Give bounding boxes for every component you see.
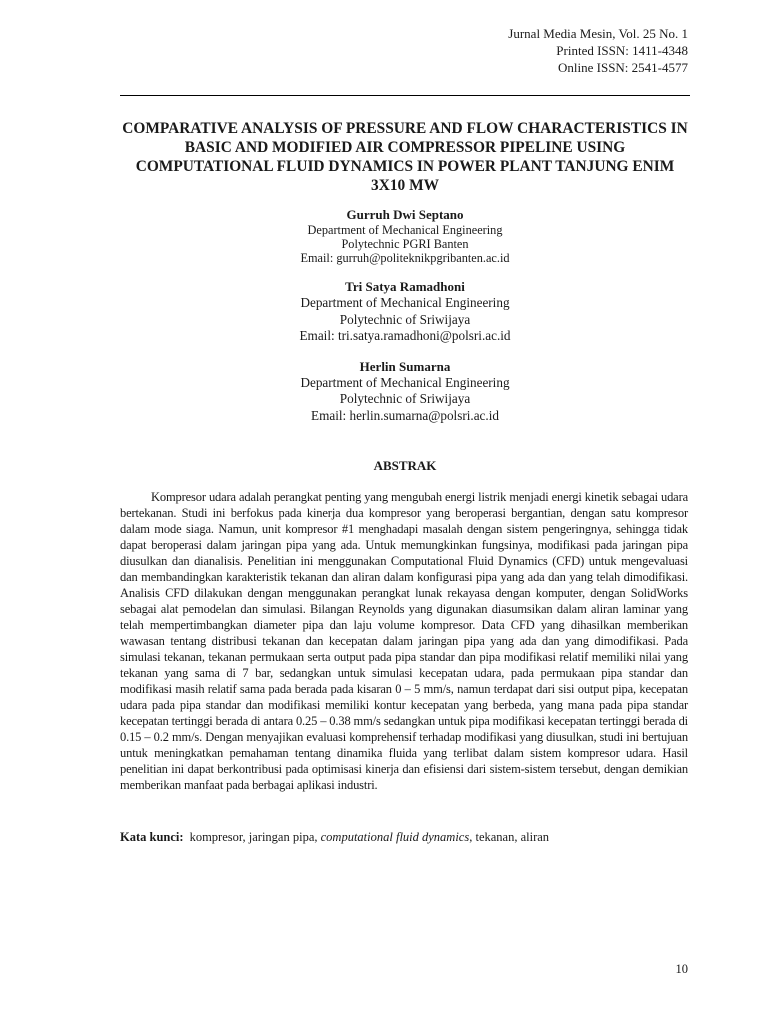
author-department: Department of Mechanical Engineering (300, 374, 510, 390)
online-issn: Online ISSN: 2541-4577 (558, 60, 688, 75)
author-name: Herlin Sumarna (359, 358, 451, 374)
keywords-label: Kata kunci: (120, 830, 184, 844)
keywords (120, 829, 690, 845)
printed-issn: Printed ISSN: 1411-4348 (556, 43, 688, 58)
author-email: Email: gurruh@politeknikpgribanten.ac.id (300, 251, 510, 265)
paper-title: COMPARATIVE ANALYSIS OF PRESSURE AND FLOW CHARACTERISTICS IN BASIC AND MODIFIED AIR COMPRESSOR PIPELINE USING COMPUTATIONAL FLUID DYNAMICS IN POWER PLANT TANJUNG ENIM 3X10 MW (122, 120, 688, 194)
page-number: 10 (675, 962, 688, 976)
author-institution: Polytechnic of Sriwijaya (339, 311, 471, 327)
author-email: Email: herlin.sumarna@polsri.ac.id (311, 407, 499, 423)
author-block (120, 278, 690, 345)
author-name: Gurruh Dwi Septano (346, 207, 464, 222)
abstract-heading: ABSTRAK (373, 458, 437, 473)
author-list (120, 206, 690, 424)
author-department: Department of Mechanical Engineering (307, 223, 503, 237)
abstract-body: Kompresor udara adalah perangkat penting yang mengubah energi listrik menjadi energi kinetik sebagai udara bertekanan. Studi ini berfokus pada kinerja dua kompresor yang beroperasi bergantian, dengan satu kompresor dalam mode siaga. Namun, unit kompresor #1 menghadapi masalah dengan sistem pengeringnya, sehingga tidak dapat beroperasi dalam jaringan pipa yang ada. Untuk memungkinkan fungsinya, modifikasi pada jaringan pipa diusulkan dan dianalisis. Penelitian ini menggunakan Computational Fluid Dynamics (CFD) untuk mengevaluasi dan membandingkan karakteristik tekanan dan aliran dalam konfigurasi pipa yang ada dan yang telah dimodifikasi. Analisis CFD dilakukan dengan menggunakan perangkat lunak rekayasa dengan komputer, dengan SolidWorks sebagai alat pemodelan dan simulasi. Bilangan Reynolds yang digunakan diasumsikan dalam aliran laminar yang telah mempertimbangkan diameter pipa dan laju volume kompresor. Data CFD yang dihasilkan memberikan wawasan tentang distribusi tekanan dan kecepatan dalam jaringan pipa yang ada dan yang dimodifikasi. Pada simulasi tekanan, tekanan permukaan serta output pada pipa standar dan pipa modifikasi relatif memiliki nilai yang tekanan yang sama di 7 bar, sedangkan untuk simulasi kecepatan udara, pada permukaan pipa standar dan modifikasi masih relatif sama pada berada pada kisaran 0 – 5 mm/s, namun terdapat dari sisi output pipa, kecepatan udara pada pipa standar dan modifikasi memiliki kontur kecepatan yang berbeda, yang mana pada pipa standar kecepatan tertinggi berada di antara 0.25 – 0.38 mm/s sedangkan untuk pipa modifikasi kecepatan tertinggi berada di 0.15 – 0.2 mm/s. Dengan menyajikan evaluasi komprehensif terhadap modifikasi yang diusulkan, studi ini bertujuan untuk meningkatkan pemahaman tentang dinamika fluida yang terlibat dalam sistem kompresor udara. Hasil penelitian ini dapat berkontribusi pada optimisasi kinerja dan efisiensi dari sistem-sistem tersebut, dengan demikian memberikan manfaat pada berbagai aplikasi industri. (120, 490, 688, 792)
author-name: Tri Satya Ramadhoni (345, 279, 465, 294)
header-divider (120, 95, 690, 96)
keywords-italic-term: computational fluid dynamics (320, 830, 470, 844)
author-institution: Polytechnic of Sriwijaya (339, 391, 471, 406)
journal-name-volume: Jurnal Media Mesin, Vol. 25 No. 1 (508, 26, 688, 41)
author-email: Email: tri.satya.ramadhoni@polsri.ac.id (299, 328, 511, 343)
keywords-text: kompresor, jaringan pipa, (189, 830, 321, 844)
author-block (120, 206, 690, 265)
author-institution: Polytechnic PGRI Banten (341, 237, 469, 251)
author-block (120, 358, 690, 425)
author-department: Department of Mechanical Engineering (300, 295, 510, 310)
keywords-text-end: , tekanan, aliran (469, 830, 550, 844)
journal-header (508, 25, 688, 76)
